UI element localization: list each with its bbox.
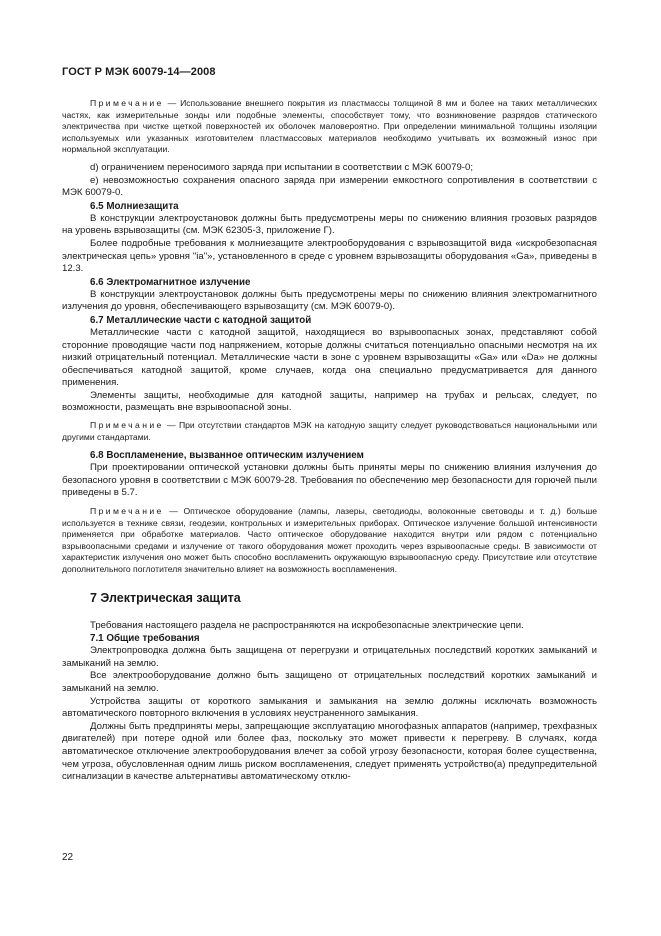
list-item-e: e) невозможностью сохранения опасного заряда при измерении емкостного сопротивления в соответствии с МЭК 60079-0. bbox=[62, 174, 597, 199]
note-label: Примечание bbox=[90, 420, 164, 431]
section-heading-6-8: 6.8 Воспламенение, вызванное оптическим излучением bbox=[90, 450, 364, 462]
document-header: ГОСТ Р МЭК 60079-14—2008 bbox=[62, 66, 216, 78]
document-body bbox=[62, 98, 597, 784]
paragraph: Все электрооборудование должно быть защищено от отрицательных последствий коротких замыканий и замыканий на землю. bbox=[62, 670, 597, 694]
note-text: — Использование внешнего покрытия из пластмассы толщиной 8 мм и более на таких металлических частях, как измерительные зонды или подобные элементы, способствует тому, что возникновение разрядов статического электричества при чистке щеткой поверхностей их оболочек маловероятно. При определении минимальной толщины изоляции используемых или указанных изготовителем пластмассовых материалов необходимо учитывать их возможный износ при нормальной эксплуатации. bbox=[62, 98, 597, 155]
paragraph: В конструкции электроустановок должны быть предусмотрены меры по снижению влияния грозовых разрядов на уровень взрывозащиты (см. МЭК 62305-3, приложение Г). bbox=[62, 212, 597, 237]
note-paragraph bbox=[62, 506, 597, 576]
paragraph: Металлические части с катодной защитой, находящиеся во взрывоопасных зонах, представляют собой сторонние проводящие части под напряжением, которые должны считаться потенциально опасными несмотря на их низкий отрицательный потенциал. Металлические части в зоне с уровнем взрывозащиты «Ga» или «Da» не должны обеспечиваться катодной защитой, кроме случаев, когда она специально предусматривается для данного применения. bbox=[62, 326, 597, 389]
paragraph: Должны быть предприняты меры, запрещающие эксплуатацию многофазных аппаратов (например, трехфазных двигателей) при потере одной или более фаз, поскольку это может привести к перегреву. В случаях, когда автоматическое отключение электрооборудования влечет за собой угрозу безопасности, которая более существенна, чем угроза, обусловленная одним лишь риском воспламенения, следует применять устройство(а) предупредительной сигнализации в качестве альтернативы автоматическому отклю- bbox=[62, 720, 597, 783]
list-item-d: d) ограничением переносимого заряда при испытании в соответствии с МЭК 60079-0; bbox=[90, 161, 473, 173]
paragraph: Требования настоящего раздела не распространяются на искробезопасные электрические цепи. bbox=[90, 619, 524, 631]
note-paragraph bbox=[62, 420, 597, 443]
section-heading-6-7: 6.7 Металлические части с катодной защитой bbox=[90, 314, 312, 326]
paragraph: Более подробные требования к молниезащите электрооборудования с взрывозащитой вида «искробезопасная электрическая цепь» уровня "ia"», установленного в среде с уровнем взрывозащиты оборудования «Ga», приведены в 12.3. bbox=[62, 237, 597, 275]
note-text: — Оптическое оборудование (лампы, лазеры, светодиоды, волоконные световоды и т. д.) больше используется в технике связи, геодезии, контрольных и измерительных приборах. Оптическое излучение большой интенсивности применяется при обработке материалов. Часто оптическое оборудование находится внутри или рядом с потенциально взрывоопасными средами и излучение от такого оборудования может проходить через взрывоопасные среды. В зависимости от характеристик излучения оно может быть способно воспламенить окружающую взрывоопасную среду. Присутствие или отсутствие дополнительного поглотителя значительно влияет на возможность воспламенения. bbox=[62, 506, 597, 574]
paragraph: Элементы защиты, необходимые для катодной защиты, например на трубах и рельсах, следует, по возможности, размещать вне взрывоопасной зоны. bbox=[62, 389, 597, 414]
paragraph: В конструкции электроустановок должны быть предусмотрены меры по снижению влияния электромагнитного излучения до уровня, обеспечивающего взрывозащиту (см. МЭК 60079-0). bbox=[62, 288, 597, 313]
note-paragraph bbox=[62, 98, 597, 156]
note-text: — При отсутствии стандартов МЭК на катодную защиту следует руководствоваться национальными или другими стандартами. bbox=[62, 420, 597, 442]
section-heading-6-6: 6.6 Электромагнитное излучение bbox=[90, 276, 251, 288]
note-label: Примечание bbox=[90, 506, 164, 517]
paragraph: Устройства защиты от короткого замыкания и замыкания на землю должны исключать возможность автоматического повторного включения в условиях неустраненного замыкания. bbox=[62, 695, 597, 720]
paragraph: При проектировании оптической установки должны быть приняты меры по снижению влияния излучения до безопасного уровня в соответствии с МЭК 60079-28. Требования по обеспечению мер безопасности для горючей пыли приведены в 5.7. bbox=[62, 462, 597, 499]
section-heading-7: 7 Электрическая защита bbox=[90, 590, 241, 605]
note-label: Примечание bbox=[90, 98, 164, 108]
page-number: 22 bbox=[62, 852, 74, 863]
section-heading-6-5: 6.5 Молниезащита bbox=[90, 200, 179, 212]
section-heading-7-1: 7.1 Общие требования bbox=[90, 633, 200, 645]
paragraph: Электропроводка должна быть защищена от перегрузки и отрицательных последствий коротких замыканий и замыканий на землю. bbox=[62, 645, 597, 669]
